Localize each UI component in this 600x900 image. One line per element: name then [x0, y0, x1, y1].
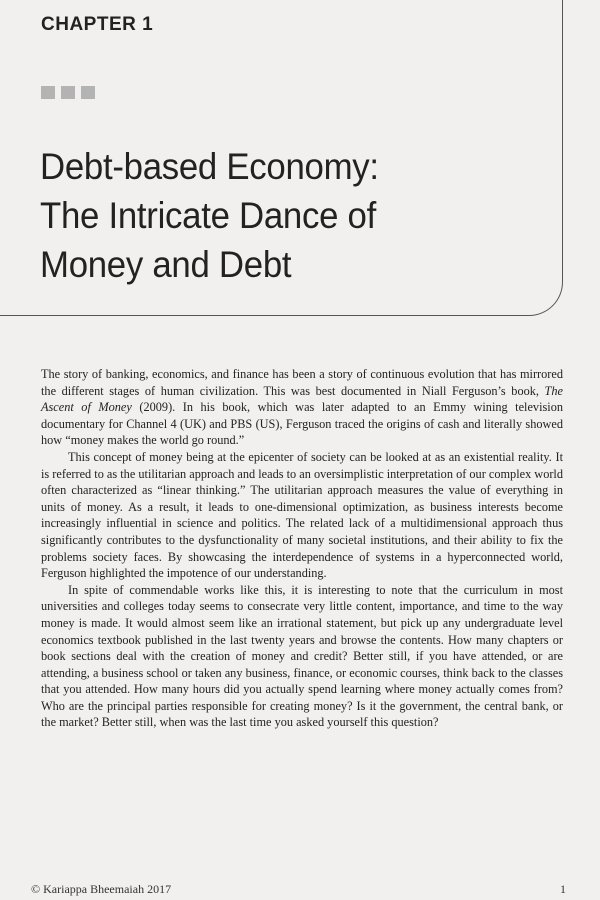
- chapter-label: CHAPTER 1: [41, 14, 154, 35]
- decorative-square: [41, 86, 55, 99]
- paragraph-2: This concept of money being at the epicenter of society can be looked at as an existential reality. It is referred to as the utilitarian approach and leads to an oversimplistic interpretation of our complex world often characterized as “linear thinking.” The utilitarian approach measures the value of everything in units of money. As a result, it leads to one-dimensional optimization, as business interests become increasingly influential in science and politics. The related lack of a multidimensional approach thus significantly contributes to the dysfunctionality of many societal institutions, and their ability to fix the problems society faces. By showcasing the interdependence of systems in a hyperconnected world, Ferguson highlighted the impotence of our understanding.: [41, 449, 563, 581]
- paragraph-1: [41, 366, 563, 449]
- chapter-title-line-3: Money and Debt: [40, 244, 292, 285]
- body-text: [41, 366, 563, 731]
- page-footer: [31, 882, 566, 897]
- copyright-notice: © Kariappa Bheemaiah 2017: [31, 882, 172, 896]
- decorative-square: [61, 86, 75, 99]
- chapter-title-line-1: Debt-based Economy:: [40, 146, 379, 187]
- paragraph-1-start: The story of banking, economics, and finance has been a story of continuous evolution that has mirrored the different stages of human civilization. This was best documented in Niall Ferguson’s book,: [41, 367, 563, 398]
- paragraph-3: In spite of commendable works like this, it is interesting to note that the curriculum in most universities and colleges today seems to consecrate very little content, importance, and time to the way money is made. It would almost seem like an irrational statement, but pick up any undergraduate level economics textbook published in the last twenty years and browse the contents. How many chapters or book sections deal with the creation of money and credit? Better still, if you have attended, or are attending, a business school or taken any business, finance, or economic courses, think back to the classes that you attended. How many hours did you actually spend learning where money actually comes from? Who are the principal parties responsible for creating money? Is it the government, the central bank, or the market? Better still, when was the last time you asked yourself this question?: [41, 582, 563, 730]
- page-number: 1: [560, 882, 566, 896]
- decorative-square: [81, 86, 95, 99]
- decorative-squares: [41, 86, 95, 99]
- chapter-title: [40, 142, 519, 289]
- book-title: The Ascent of Money: [41, 383, 563, 415]
- paragraph-1-end: (2009). In his book, which was later adapted to an Emmy wining television documentary for Channel 4 (UK) and PBS (US), Ferguson traced the origins of cash and literally showed how “money makes the world go round.”: [41, 400, 563, 448]
- chapter-title-line-2: The Intricate Dance of: [40, 195, 376, 236]
